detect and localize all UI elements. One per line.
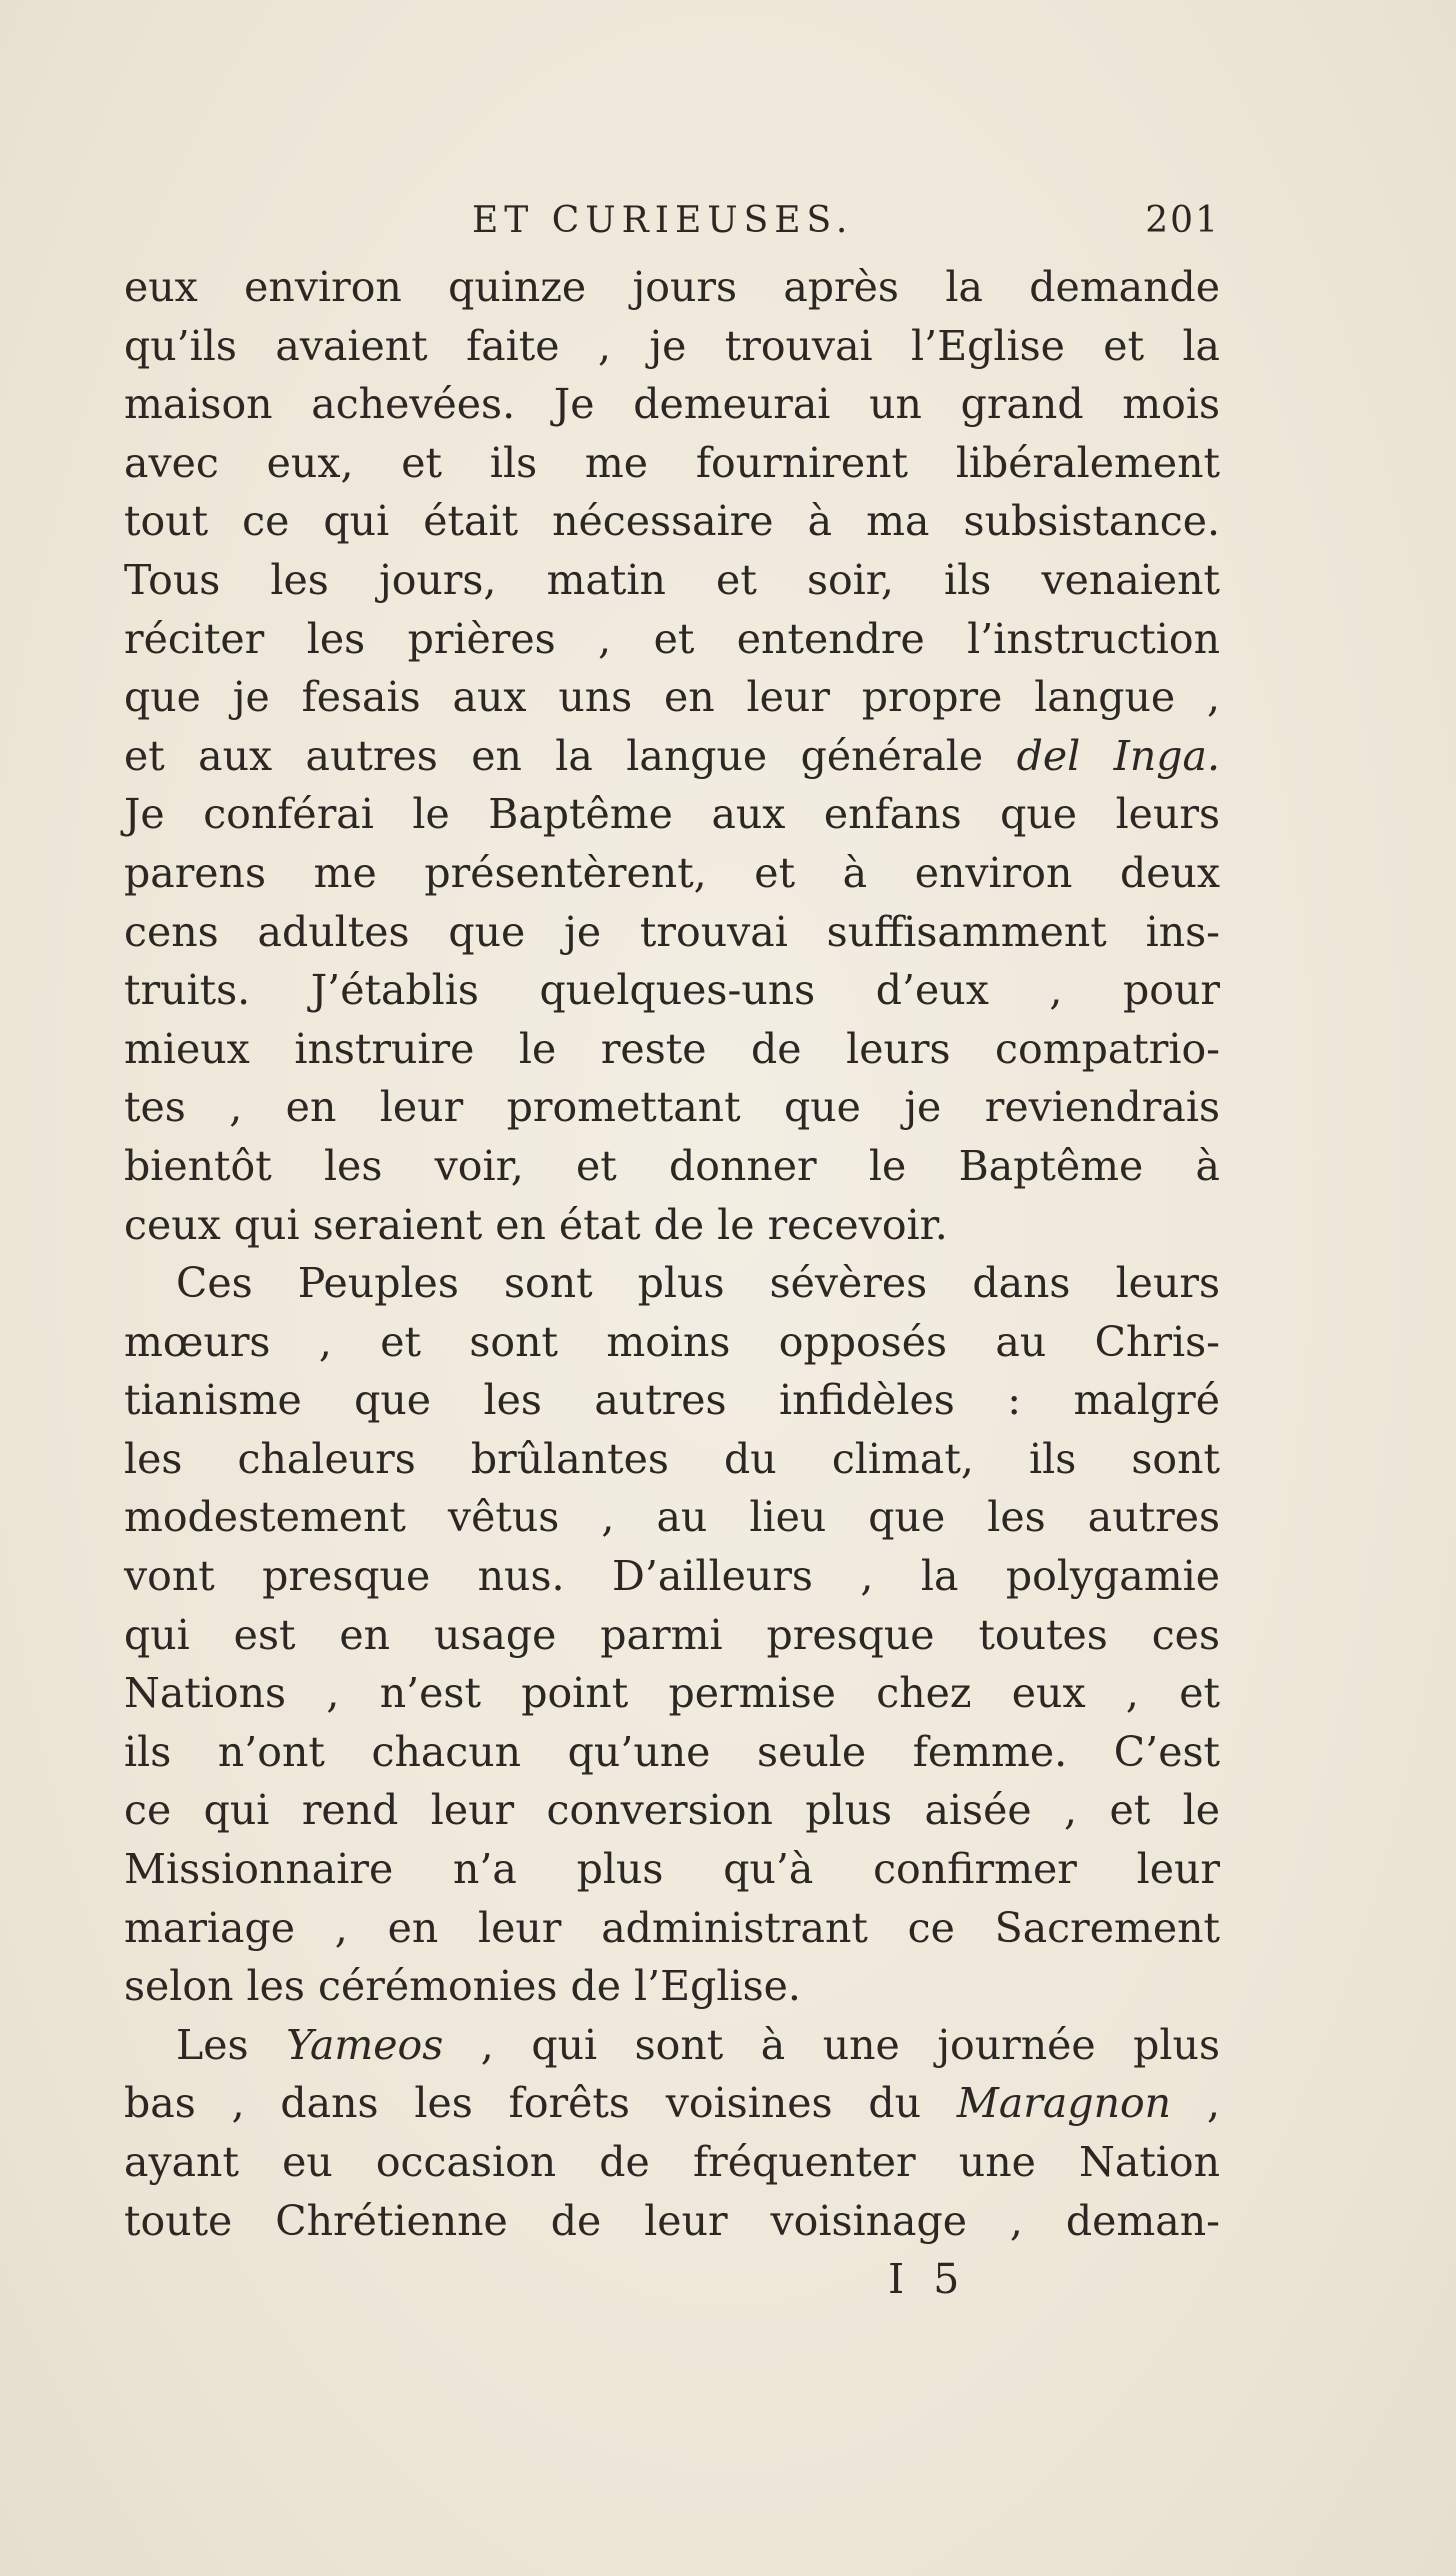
text-line-16: bientôt les voir, et donner le Baptême à xyxy=(124,1141,1220,1190)
text-line-9-roman: et aux autres en la langue générale xyxy=(124,731,984,780)
italic-del-inga: del Inga. xyxy=(1016,731,1220,780)
text-line-23: vont presque nus. D’ailleurs , la polygamie xyxy=(124,1552,1220,1601)
text-line-21: les chaleurs brûlantes du climat, ils sont xyxy=(124,1434,1220,1483)
text-line-1: eux environ quinze jours après la demande xyxy=(124,263,1220,311)
text-line-2: qu’ils avaient faite , je trouvai l’Eglise et la xyxy=(124,321,1220,370)
text-line-20: tianisme que les autres infidèles : malgré xyxy=(124,1376,1220,1425)
signature-mark: I 5 xyxy=(888,2255,968,2304)
text-line-32-start: bas , dans les forêts voisines du xyxy=(124,2079,922,2128)
text-line-11: parens me présentèrent, et à environ deux xyxy=(124,848,1220,897)
text-line-28: Missionnaire n’a plus qu’à confirmer leur xyxy=(124,1845,1220,1894)
text-line-9 xyxy=(124,727,1220,786)
text-line-14: mieux instruire le reste de leurs compatrio- xyxy=(124,1024,1220,1073)
text-line-4: avec eux, et ils me fournirent libéralement xyxy=(124,438,1220,487)
text-line-27: ce qui rend leur conversion plus aisée , et le xyxy=(124,1786,1220,1835)
text-line-33: ayant eu occasion de fréquenter une Nation xyxy=(124,2138,1220,2186)
text-line-34: toute Chrétienne de leur voisinage , deman- xyxy=(124,2196,1220,2245)
text-line-15: tes , en leur promettant que je reviendrais xyxy=(124,1083,1220,1132)
text-line-5: tout ce qui était nécessaire à ma subsistance. xyxy=(124,497,1220,546)
italic-yameos: Yameos xyxy=(286,2020,444,2069)
running-title: ET CURIEUSES. xyxy=(472,200,854,241)
text-line-10: Je conférai le Baptême aux enfans que leurs xyxy=(124,790,1220,839)
page-text-block xyxy=(124,200,1220,2309)
text-line-13: truits. J’établis quelques-uns d’eux , pour xyxy=(124,966,1220,1015)
text-line-6: Tous les jours, matin et soir, ils venaient xyxy=(124,555,1220,604)
text-line-30: selon les cérémonies de l’Eglise. xyxy=(124,1962,801,2011)
running-header xyxy=(124,200,1220,258)
italic-maragnon: Maragnon xyxy=(956,2079,1172,2128)
text-line-8: que je fesais aux uns en leur propre langue , xyxy=(124,673,1220,722)
text-line-7: réciter les prières , et entendre l’instruction xyxy=(124,614,1220,663)
text-line-18: Ces Peuples sont plus sévères dans leurs xyxy=(176,1259,1220,1308)
text-line-31-start: Les xyxy=(176,2020,249,2069)
text-line-26: ils n’ont chacun qu’une seule femme. C’est xyxy=(124,1727,1220,1776)
text-line-32 xyxy=(124,2074,1220,2133)
text-line-32-end: , xyxy=(1206,2079,1220,2128)
text-line-19: mœurs , et sont moins opposés au Chris- xyxy=(124,1317,1220,1366)
text-line-31 xyxy=(124,2016,1220,2075)
text-line-29: mariage , en leur administrant ce Sacrement xyxy=(124,1903,1220,1952)
text-line-22: modestement vêtus , au lieu que les autres xyxy=(124,1493,1220,1542)
text-line-24: qui est en usage parmi presque toutes ces xyxy=(124,1610,1220,1659)
text-line-17: ceux qui seraient en état de le recevoir. xyxy=(124,1200,948,1249)
text-line-25: Nations , n’est point permise chez eux , et xyxy=(124,1669,1220,1718)
text-line-3: maison achevées. Je demeurai un grand mois xyxy=(124,380,1220,429)
text-line-12: cens adultes que je trouvai suffisamment ins- xyxy=(124,907,1220,956)
text-line-31-end: , qui sont à une journée plus xyxy=(480,2020,1220,2069)
page-number: 201 xyxy=(1145,200,1220,241)
